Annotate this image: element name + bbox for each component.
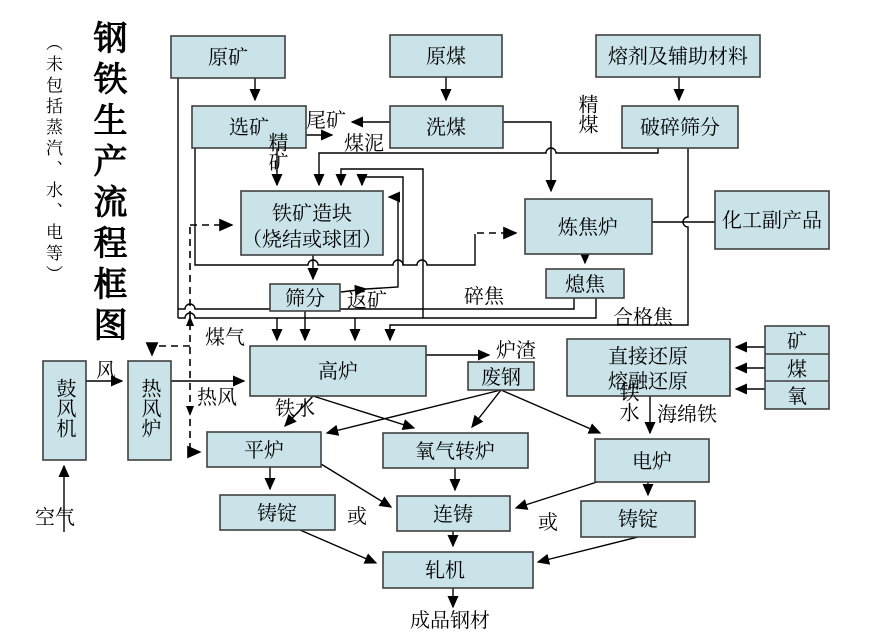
gas-down-arrowhead — [186, 406, 194, 416]
label-coal-washing: 洗煤 — [426, 117, 466, 139]
dash-gas-stove — [152, 346, 190, 355]
label-finished-steel: 成品钢材 — [410, 610, 490, 632]
label-blast-furnace: 高炉 — [318, 361, 358, 383]
arrow-bf-converter — [313, 396, 414, 428]
label-clean-coal: 精煤 — [575, 94, 597, 134]
label-input-coal: 煤 — [787, 359, 807, 381]
label-screening: 筛分 — [285, 288, 325, 310]
label-continuous-casting: 连铸 — [433, 504, 473, 526]
label-direct-reduction-2: 熔融还原 — [608, 371, 688, 393]
label-agglomeration-2: （烧结或球团） — [242, 229, 382, 251]
label-open-hearth: 平炉 — [244, 440, 284, 462]
label-coal-gas: 煤气 — [205, 327, 245, 349]
label-return-ore: 返矿 — [347, 290, 387, 312]
label-air: 空气 — [35, 507, 75, 529]
line-cleancoal-cokeoven — [503, 122, 551, 191]
label-ingot-left: 铸锭 — [257, 503, 297, 525]
page-subtitle: （未包括蒸汽、水、电等） — [43, 34, 62, 286]
label-or-left: 或 — [347, 506, 367, 528]
label-hot-blast: 热风 — [197, 387, 237, 409]
label-tailings: 尾矿 — [306, 110, 346, 132]
label-molten-iron-vertical: 铁水 — [616, 382, 638, 422]
label-blower: 鼓风机 — [53, 378, 75, 438]
gas-up-arrowhead — [186, 316, 194, 326]
label-raw-coal: 原煤 — [426, 46, 466, 68]
label-rolling-mill: 轧机 — [425, 560, 465, 582]
label-electric-furnace: 电炉 — [632, 451, 672, 473]
label-sponge-iron: 海绵铁 — [657, 404, 717, 426]
label-coal-slime: 煤泥 — [344, 133, 384, 155]
label-concentrate: 精矿 — [265, 132, 287, 172]
label-flux-aux: 熔剂及辅助材料 — [608, 46, 748, 68]
label-direct-reduction-1: 直接还原 — [608, 346, 688, 368]
label-molten-iron: 铁水 — [275, 398, 315, 420]
label-oxygen-converter: 氧气转炉 — [415, 441, 495, 463]
line-qualified-coke-rail — [178, 298, 596, 318]
label-raw-ore: 原矿 — [208, 47, 248, 69]
label-input-ore: 矿 — [787, 331, 807, 353]
label-crushed-coke: 碎焦 — [464, 286, 504, 308]
arrow-ingotR-mill — [538, 537, 638, 562]
label-coke-quench: 熄焦 — [565, 274, 605, 296]
page-title: 钢铁生产流程框图 — [88, 20, 125, 348]
label-input-oxygen: 氧 — [787, 386, 807, 408]
label-coke-oven: 炼焦炉 — [558, 217, 618, 239]
label-or-right: 或 — [538, 512, 558, 534]
label-slag: 炉渣 — [496, 340, 536, 362]
label-crush-screen: 破碎筛分 — [640, 117, 720, 139]
label-scrap-steel: 废钢 — [481, 367, 521, 389]
arrow-ingotL-mill — [300, 530, 376, 563]
label-qualified-coke: 合格焦 — [613, 307, 673, 329]
label-blast: 风 — [96, 360, 116, 382]
label-agglomeration-1: 铁矿造块 — [272, 203, 352, 225]
label-hot-blast-stove: 热风炉 — [138, 378, 160, 438]
label-ingot-right: 铸锭 — [618, 509, 658, 531]
label-chem-byproducts: 化工副产品 — [722, 210, 822, 232]
label-ore-dressing: 选矿 — [229, 117, 269, 139]
